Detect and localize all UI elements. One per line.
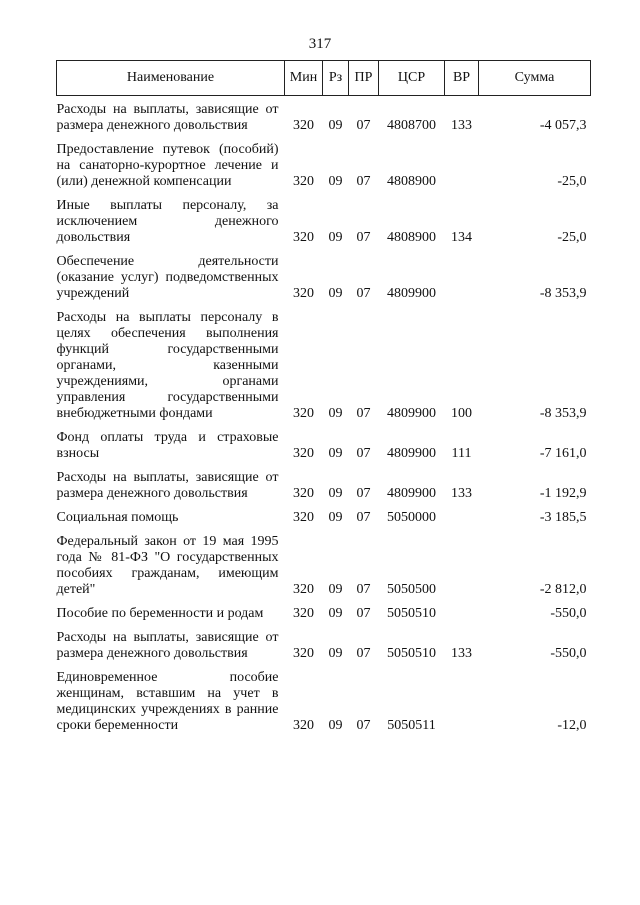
- row-rz: 09: [328, 446, 343, 461]
- row-pr: 07: [356, 646, 371, 661]
- row-rz: 09: [328, 718, 343, 733]
- row-csr: 5050511: [387, 718, 436, 733]
- row-name: Расходы на выплаты, зависящие от размера денежного довольствия: [56, 470, 279, 501]
- row-pr: 07: [356, 446, 371, 461]
- table-row: [57, 194, 591, 250]
- row-pr: 07: [356, 718, 371, 733]
- row-csr: 4809900: [387, 286, 436, 301]
- budget-table: [56, 60, 591, 738]
- row-min: 320: [293, 510, 314, 525]
- row-sum: -25,0: [557, 230, 587, 245]
- row-vr: 134: [451, 230, 472, 245]
- row-name: Обеспечение деятельности (оказание услуг) подведомственных учреждений: [56, 254, 279, 301]
- row-csr: 4809900: [387, 446, 436, 461]
- row-sum: -1 192,9: [539, 486, 587, 501]
- row-sum: -550,0: [550, 646, 587, 661]
- row-min: 320: [293, 582, 314, 597]
- row-sum: -12,0: [557, 718, 587, 733]
- table-row: [57, 530, 591, 602]
- row-sum: -8 353,9: [539, 286, 587, 301]
- row-pr: 07: [356, 174, 371, 189]
- table-row: [57, 626, 591, 666]
- row-pr: 07: [356, 230, 371, 245]
- row-vr: [445, 530, 479, 602]
- table-row: [57, 466, 591, 506]
- row-sum: -8 353,9: [539, 406, 587, 421]
- row-name: Расходы на выплаты, зависящие от размера денежного довольствия: [56, 630, 279, 661]
- row-min: 320: [293, 446, 314, 461]
- row-min: 320: [293, 486, 314, 501]
- table-row: [57, 138, 591, 194]
- row-name: Иные выплаты персоналу, за исключением денежного довольствия: [56, 198, 279, 245]
- row-name: Федеральный закон от 19 мая 1995 года № 81-ФЗ "О государственных пособиях гражданам, имеющим детей": [56, 534, 279, 597]
- row-rz: 09: [328, 646, 343, 661]
- row-rz: 09: [328, 510, 343, 525]
- row-min: 320: [293, 606, 314, 621]
- row-csr: 5050500: [387, 582, 436, 597]
- row-csr: 4808900: [387, 230, 436, 245]
- row-min: 320: [293, 718, 314, 733]
- row-pr: 07: [356, 486, 371, 501]
- row-vr: 133: [451, 486, 472, 501]
- row-csr: 5050000: [387, 510, 436, 525]
- row-pr: 07: [356, 118, 371, 133]
- row-sum: -550,0: [550, 606, 587, 621]
- row-csr: 4809900: [387, 406, 436, 421]
- row-name: Расходы на выплаты, зависящие от размера денежного довольствия: [56, 102, 279, 133]
- row-name: Фонд оплаты труда и страховые взносы: [56, 430, 279, 461]
- row-vr: [445, 138, 479, 194]
- row-rz: 09: [328, 286, 343, 301]
- row-rz: 09: [328, 486, 343, 501]
- row-sum: -4 057,3: [539, 118, 587, 133]
- row-pr: 07: [356, 606, 371, 621]
- table-body: [57, 96, 591, 739]
- row-rz: 09: [328, 230, 343, 245]
- row-min: 320: [293, 406, 314, 421]
- row-sum: -25,0: [557, 174, 587, 189]
- header-csr: ЦСР: [379, 61, 445, 96]
- row-name: Единовременное пособие женщинам, вставшим на учет в медицинских учреждениях в ранние сроки беременности: [56, 670, 279, 733]
- row-vr: [445, 250, 479, 306]
- row-vr: 100: [451, 406, 472, 421]
- page-number: 317: [308, 36, 332, 52]
- row-sum: -2 812,0: [539, 582, 587, 597]
- header-pr: ПР: [349, 61, 379, 96]
- table-row: [57, 96, 591, 139]
- row-csr: 4808900: [387, 174, 436, 189]
- row-rz: 09: [328, 174, 343, 189]
- header-sum: Сумма: [479, 61, 591, 96]
- row-min: 320: [293, 174, 314, 189]
- row-min: 320: [293, 286, 314, 301]
- table-header: [57, 61, 591, 96]
- row-vr: [445, 602, 479, 626]
- header-rz: Рз: [323, 61, 349, 96]
- table-row: [57, 666, 591, 738]
- row-pr: 07: [356, 510, 371, 525]
- row-pr: 07: [356, 406, 371, 421]
- row-sum: -7 161,0: [539, 446, 587, 461]
- header-name: Наименование: [57, 61, 285, 96]
- table-row: [57, 506, 591, 530]
- row-pr: 07: [356, 582, 371, 597]
- table-row: [57, 426, 591, 466]
- row-csr: 4809900: [387, 486, 436, 501]
- row-sum: -3 185,5: [539, 510, 587, 525]
- row-rz: 09: [328, 118, 343, 133]
- row-min: 320: [293, 646, 314, 661]
- table-row: [57, 250, 591, 306]
- row-rz: 09: [328, 406, 343, 421]
- table-row: [57, 602, 591, 626]
- row-name: Пособие по беременности и родам: [56, 606, 264, 621]
- row-rz: 09: [328, 606, 343, 621]
- row-rz: 09: [328, 582, 343, 597]
- row-csr: 4808700: [387, 118, 436, 133]
- row-name: Расходы на выплаты персоналу в целях обеспечения выполнения функций государственными органами, казенными учреждениями, органами управления государственными внебюджетными фондами: [56, 310, 279, 421]
- row-vr: 133: [451, 118, 472, 133]
- row-csr: 5050510: [387, 646, 436, 661]
- row-min: 320: [293, 230, 314, 245]
- row-name: Социальная помощь: [56, 510, 179, 525]
- row-min: 320: [293, 118, 314, 133]
- header-vr: ВР: [445, 61, 479, 96]
- row-vr: 133: [451, 646, 472, 661]
- row-csr: 5050510: [387, 606, 436, 621]
- row-vr: 111: [451, 446, 472, 461]
- table-row: [57, 306, 591, 426]
- row-vr: [445, 666, 479, 738]
- row-vr: [445, 506, 479, 530]
- row-name: Предоставление путевок (пособий) на санаторно-курортное лечение и (или) денежной компенсации: [56, 142, 279, 189]
- header-min: Мин: [285, 61, 323, 96]
- row-pr: 07: [356, 286, 371, 301]
